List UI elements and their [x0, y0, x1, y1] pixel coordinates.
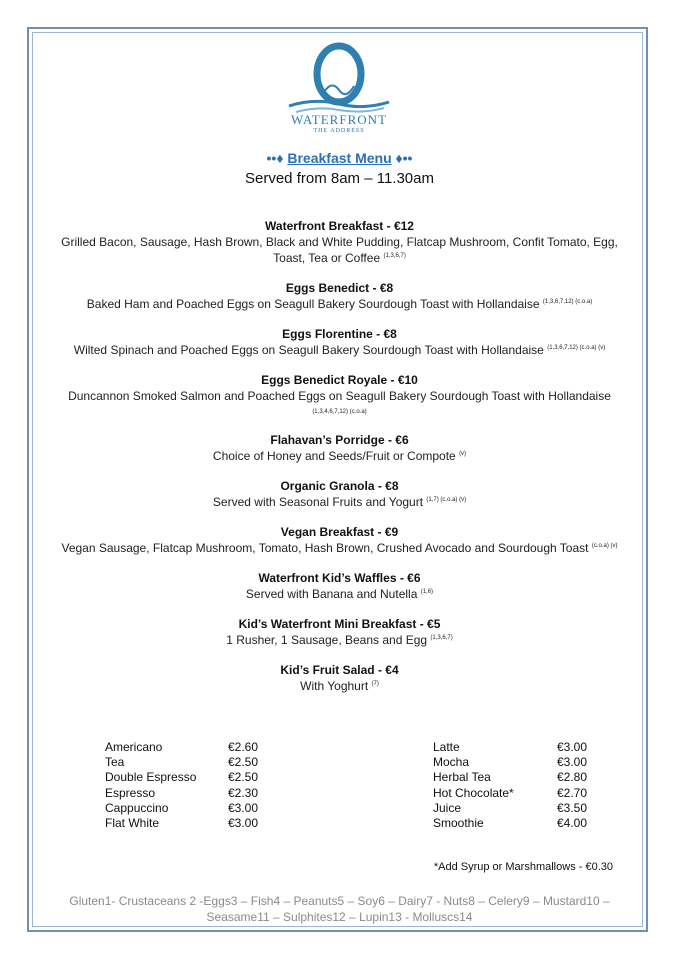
- drink-price: €2.30: [228, 785, 259, 800]
- drink-price: €2.50: [228, 755, 259, 770]
- drink-row: [105, 816, 265, 831]
- drink-price: €3.00: [228, 815, 259, 830]
- drink-name: Flat White: [105, 815, 160, 830]
- menu-item-allergens: (1,3,6,7): [430, 635, 453, 641]
- drink-name: Smoothie: [433, 815, 484, 830]
- menu-item-description: Choice of Honey and Seeds/Fruit or Compote: [212, 449, 456, 463]
- menu-item-description: Served with Seasonal Fruits and Yogurt: [212, 495, 424, 509]
- menu-item-description-row: [40, 342, 639, 358]
- menu-item-description-cont: [40, 250, 639, 266]
- drink-name: Latte: [433, 740, 460, 754]
- menu-item-kids-mini-breakfast: [40, 616, 639, 648]
- menu-item-name: Flahavan’s Porridge - €6: [270, 433, 409, 447]
- drink-name: Hot Chocolate*: [433, 785, 514, 800]
- drink-row: [433, 770, 593, 785]
- syrup-note: *Add Syrup or Marshmallows - €0.30: [433, 861, 613, 873]
- drink-price: €2.70: [557, 785, 588, 800]
- menu-item-eggs-benedict: [40, 280, 639, 312]
- menu-item-name: Kid’s Waterfront Mini Breakfast - €5: [238, 617, 441, 631]
- menu-item-name: Vegan Breakfast - €9: [280, 525, 399, 539]
- menu-item-allergens-row: [40, 404, 639, 414]
- drinks-list-right: [433, 740, 593, 831]
- menu-item-allergens: (1,6): [420, 589, 434, 595]
- menu-item-description-row: [40, 632, 639, 648]
- menu-item-description-row: [40, 586, 639, 602]
- menu-item-allergens: (1,3,6,7,12) (c.o.a) (v): [547, 345, 606, 351]
- drink-price: €2.80: [557, 770, 588, 785]
- menu-item-allergens: (1,3,6,7,12) (c.o.a): [542, 299, 593, 305]
- title-decoration-right: ♦••: [395, 150, 413, 166]
- drink-price: €3.50: [557, 800, 588, 815]
- drink-row: [433, 786, 593, 801]
- drink-name: Herbal Tea: [433, 770, 491, 785]
- menu-item-name: Eggs Florentine - €8: [282, 327, 397, 341]
- menu-item-porridge: [40, 432, 639, 464]
- drink-row: [105, 801, 265, 816]
- drink-row: [433, 755, 593, 770]
- menu-item-description-row: [40, 494, 639, 510]
- menu-item-name: Waterfront Kid’s Waffles - €6: [258, 571, 421, 585]
- logo-wordmark: WATERFRONT: [291, 112, 387, 127]
- menu-title-text: Breakfast Menu: [287, 150, 392, 166]
- menu-item-name: Eggs Benedict Royale - €10: [261, 373, 418, 387]
- menu-item-waterfront-breakfast: [40, 218, 639, 266]
- menu-item-description-line2: Toast, Tea or Coffee: [273, 251, 381, 265]
- drink-price: €3.00: [557, 755, 588, 770]
- menu-item-allergens: (7): [371, 681, 379, 687]
- menu-item-allergens: (v): [459, 451, 467, 457]
- menu-item-description: Baked Ham and Poached Eggs on Seagull Bakery Sourdough Toast with Hollandaise: [86, 297, 540, 311]
- drink-row: [105, 755, 265, 770]
- allergen-legend: [40, 893, 639, 925]
- menu-item-allergens: (c.o.a) (v): [591, 543, 618, 549]
- menu-item-description: Served with Banana and Nutella: [245, 587, 418, 601]
- drink-name: Tea: [105, 755, 125, 770]
- menu-item-eggs-florentine: [40, 326, 639, 358]
- drink-name: Juice: [433, 800, 462, 815]
- drink-row: [105, 740, 265, 755]
- drink-price: €2.50: [228, 770, 259, 785]
- drink-name: Mocha: [433, 755, 470, 770]
- menu-item-organic-granola: [40, 478, 639, 510]
- menu-item-description-row: [40, 678, 639, 694]
- menu-item-vegan-breakfast: [40, 524, 639, 556]
- drink-price: €3.00: [228, 800, 259, 815]
- drink-name: Double Espresso: [105, 770, 197, 785]
- waterfront-logo: [284, 40, 394, 140]
- allergen-legend-line2: Seasame11 – Sulphites12 – Lupin13 - Molluscs14: [206, 910, 473, 924]
- allergen-legend-line1: Gluten1- Crustaceans 2 -Eggs3 – Fish4 – Peanuts5 – Soy6 – Dairy7 - Nuts8 – Celery9 – Mustard10 –: [69, 894, 610, 908]
- menu-item-description: With Yoghurt: [300, 679, 369, 693]
- drink-row: [433, 740, 593, 755]
- menu-item-allergens: (1,7) (c.o.a) (v): [426, 497, 467, 503]
- drink-name: Cappuccino: [105, 800, 169, 815]
- menu-item-name: Eggs Benedict - €8: [285, 281, 394, 295]
- menu-item-name: Kid’s Fruit Salad - €4: [280, 663, 399, 677]
- menu-item-allergens: (1,3,6,7): [383, 253, 406, 259]
- breakfast-menu-list: [40, 218, 639, 694]
- drink-row: [433, 801, 593, 816]
- title-decoration-left: ••♦: [266, 150, 284, 166]
- menu-item-name: Waterfront Breakfast - €12: [265, 219, 414, 233]
- drink-row: [105, 770, 265, 785]
- drink-price: €2.60: [228, 740, 259, 754]
- menu-item-description-row: [40, 540, 639, 556]
- menu-item-eggs-benedict-royale: [40, 372, 639, 414]
- menu-item-description-row: [40, 448, 639, 464]
- drink-name: Americano: [105, 740, 163, 754]
- drink-row: [105, 786, 265, 801]
- menu-item-allergens: (1,3,4,6,7,12) (c.o.a): [312, 409, 367, 415]
- drink-name: Espresso: [105, 785, 156, 800]
- drinks-list-left: [105, 740, 265, 831]
- drink-price: €4.00: [557, 815, 588, 830]
- menu-item-description: Grilled Bacon, Sausage, Hash Brown, Black and White Pudding, Flatcap Mushroom, Confit Tomato, Egg,: [61, 235, 618, 249]
- menu-item-description: Duncannon Smoked Salmon and Poached Eggs on Seagull Bakery Sourdough Toast with Hollandaise: [68, 389, 611, 403]
- menu-item-kids-fruit-salad: [40, 662, 639, 694]
- drink-row: [433, 816, 593, 831]
- serving-hours: Served from 8am – 11.30am: [245, 170, 434, 187]
- menu-item-description: Wilted Spinach and Poached Eggs on Seagull Bakery Sourdough Toast with Hollandaise: [73, 343, 544, 357]
- logo-emblem-icon: [284, 40, 394, 115]
- menu-item-description-row: [40, 296, 639, 312]
- menu-title: [0, 150, 679, 166]
- menu-item-kids-waffles: [40, 570, 639, 602]
- menu-item-description: Vegan Sausage, Flatcap Mushroom, Tomato, Hash Brown, Crushed Avocado and Sourdough Toast: [61, 541, 589, 555]
- menu-item-description: 1 Rusher, 1 Sausage, Beans and Egg: [226, 633, 428, 647]
- drink-price: €3.00: [557, 740, 588, 754]
- logo-tagline: THE ADDRESS: [313, 128, 365, 134]
- menu-item-name: Organic Granola - €8: [280, 479, 399, 493]
